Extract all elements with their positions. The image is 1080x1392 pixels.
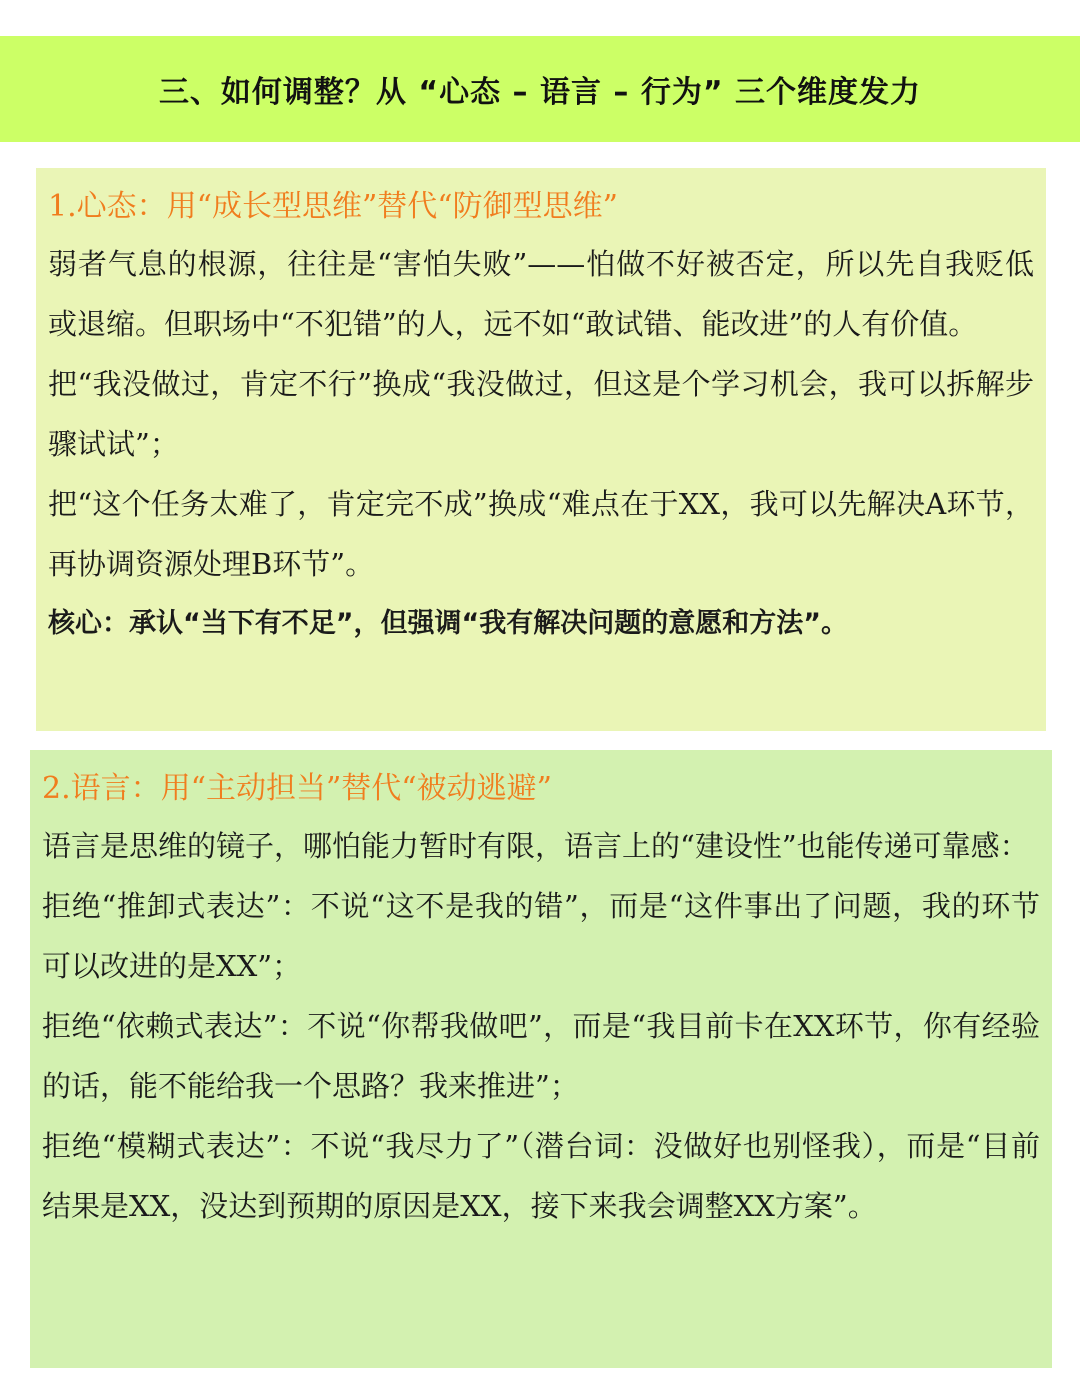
- section-heading: 1.心态：用“成长型思维”替代“防御型思维”: [48, 189, 618, 224]
- core-summary: 核心：承认“当下有不足”，但强调“我有解决问题的意愿和方法”。: [48, 608, 848, 639]
- paragraph: 语言是思维的镜子，哪怕能力暂时有限，语言上的“建设性”也能传递可靠感：: [42, 829, 1029, 863]
- paragraph: 拒绝“依赖式表达”：不说“你帮我做吧”，而是“我目前卡在XX环节，你有经验的话，能不能给我一个思路？我来推进”；: [42, 1009, 1040, 1103]
- paragraph: 拒绝“模糊式表达”：不说“我尽力了”（潜台词：没做好也别怪我），而是“目前结果是XX，没达到预期的原因是XX，接下来我会调整XX方案”。: [42, 1129, 1040, 1223]
- paragraph: 拒绝“推卸式表达”：不说“这不是我的错”，而是“这件事出了问题，我的环节可以改进的是XX”；: [42, 889, 1040, 983]
- paragraph: 把“我没做过，肯定不行”换成“我没做过，但这是个学习机会，我可以拆解步骤试试”；: [48, 367, 1034, 461]
- page-title: 三、如何调整？从 “心态 – 语言 – 行为” 三个维度发力: [158, 75, 922, 110]
- paragraph: 弱者气息的根源，往往是“害怕失败”——怕做不好被否定，所以先自我贬低或退缩。但职场中“不犯错”的人，远不如“敢试错、能改进”的人有价值。: [48, 247, 1034, 341]
- section-language: [30, 750, 1052, 1368]
- title-banner: [0, 36, 1080, 142]
- section-mindset: [36, 168, 1046, 731]
- section-heading: 2.语言：用“主动担当”替代“被动逃避”: [42, 771, 552, 806]
- paragraph: 把“这个任务太难了，肯定完不成”换成“难点在于XX，我可以先解决A环节，再协调资源处理B环节”。: [48, 487, 1034, 581]
